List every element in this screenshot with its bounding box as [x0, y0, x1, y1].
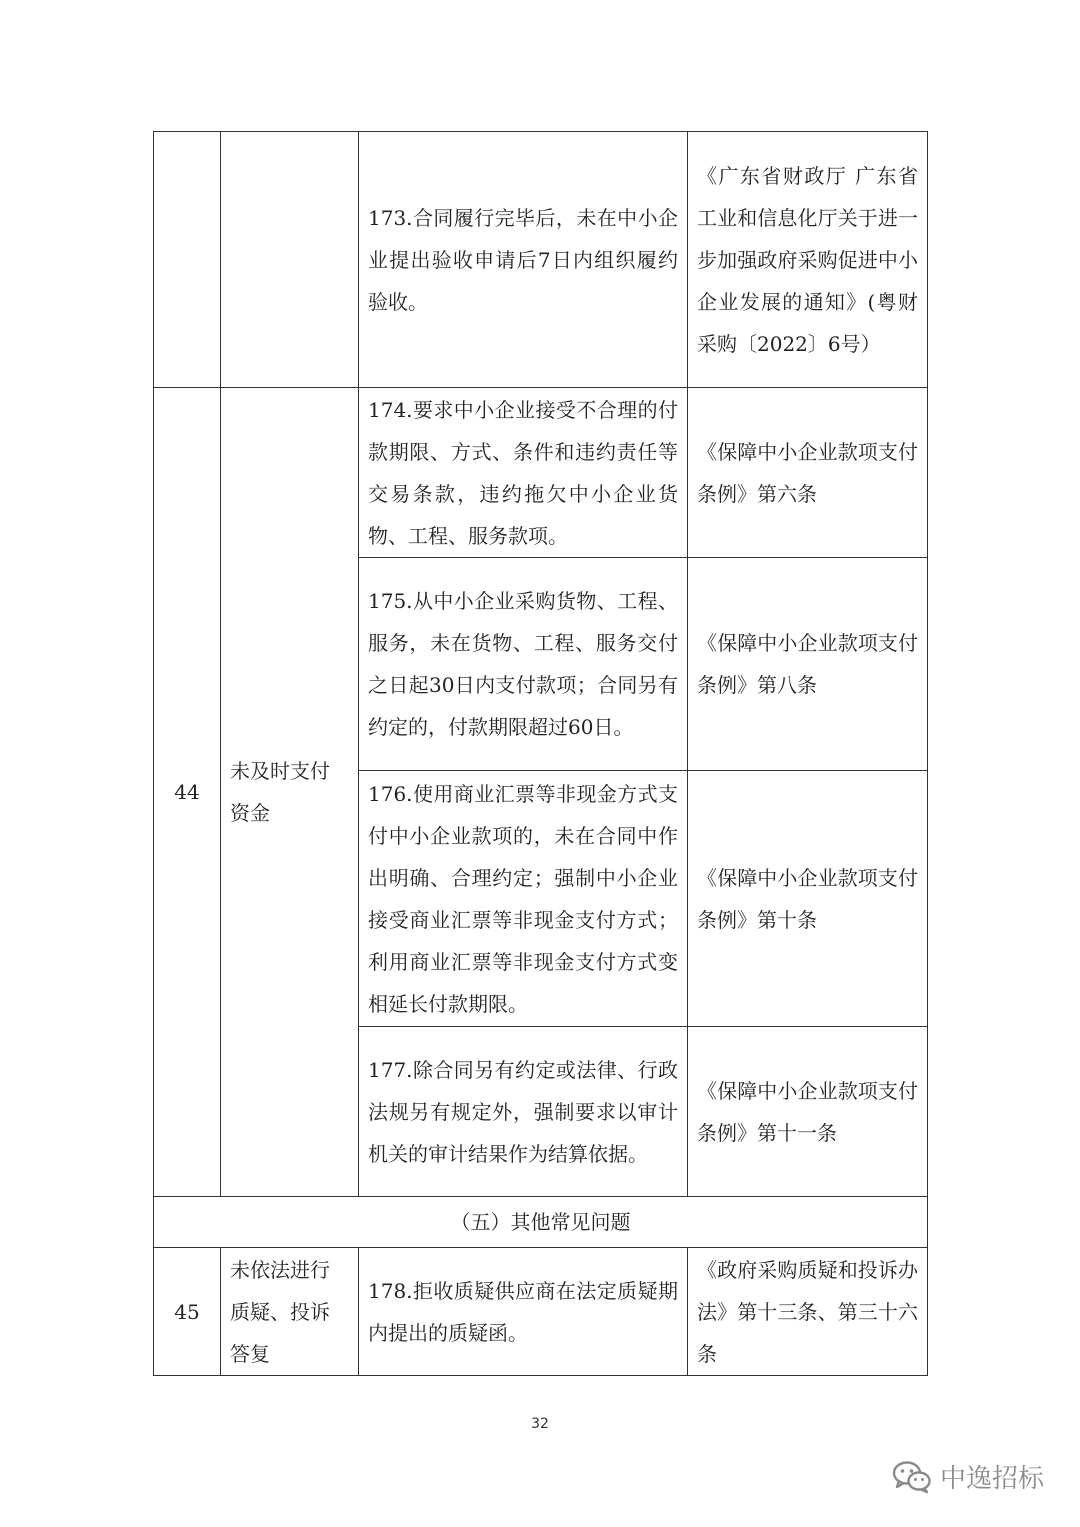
problem-cell: 176.使用商业汇票等非现金方式支付中小企业款项的，未在合同中作出明确、合理约定；强制中小企业接受商业汇票等非现金支付方式；利用商业汇票等非现金支付方式变相延长付款期限。	[359, 771, 688, 1027]
problem-cell: 175.从中小企业采购货物、工程、服务，未在货物、工程、服务交付之日起30日内支付款项；合同另有约定的，付款期限超过60日。	[359, 558, 688, 771]
category-cell: 未及时支付资金	[221, 388, 359, 1197]
basis-cell: 《广东省财政厅 广东省工业和信息化厅关于进一步加强政府采购促进中小企业发展的通知》(粤财采购〔2022〕6号）	[688, 132, 928, 388]
problem-cell: 178.拒收质疑供应商在法定质疑期内提出的质疑函。	[359, 1248, 688, 1376]
page-number: 32	[531, 1416, 549, 1432]
table-row	[154, 1248, 928, 1376]
category-cell: 未依法进行质疑、投诉答复	[221, 1248, 359, 1376]
problem-cell: 174.要求中小企业接受不合理的付款期限、方式、条件和违约责任等交易条款，违约拖欠中小企业货物、工程、服务款项。	[359, 388, 688, 558]
watermark	[892, 1458, 1044, 1495]
regulation-table	[153, 131, 928, 1376]
basis-cell: 《保障中小企业款项支付条例》第六条	[688, 388, 928, 558]
basis-cell: 《保障中小企业款项支付条例》第八条	[688, 558, 928, 771]
basis-cell: 《保障中小企业款项支付条例》第十条	[688, 771, 928, 1027]
category-cell	[221, 132, 359, 388]
watermark-text: 中逸招标	[939, 1464, 1044, 1494]
basis-cell: 《保障中小企业款项支付条例》第十一条	[688, 1027, 928, 1197]
row-number: 45	[154, 1248, 221, 1376]
section-title: （五）其他常见问题	[154, 1197, 928, 1248]
basis-cell: 《政府采购质疑和投诉办法》第十三条、第三十六条	[688, 1248, 928, 1376]
row-number: 44	[154, 388, 221, 1197]
table-row	[154, 132, 928, 388]
wechat-icon	[892, 1460, 932, 1494]
section-header-row	[154, 1197, 928, 1248]
problem-cell: 173.合同履行完毕后，未在中小企业提出验收申请后7日内组织履约验收。	[359, 132, 688, 388]
table-row	[154, 388, 928, 558]
problem-cell: 177.除合同另有约定或法律、行政法规另有规定外，强制要求以审计机关的审计结果作为结算依据。	[359, 1027, 688, 1197]
row-number	[154, 132, 221, 388]
